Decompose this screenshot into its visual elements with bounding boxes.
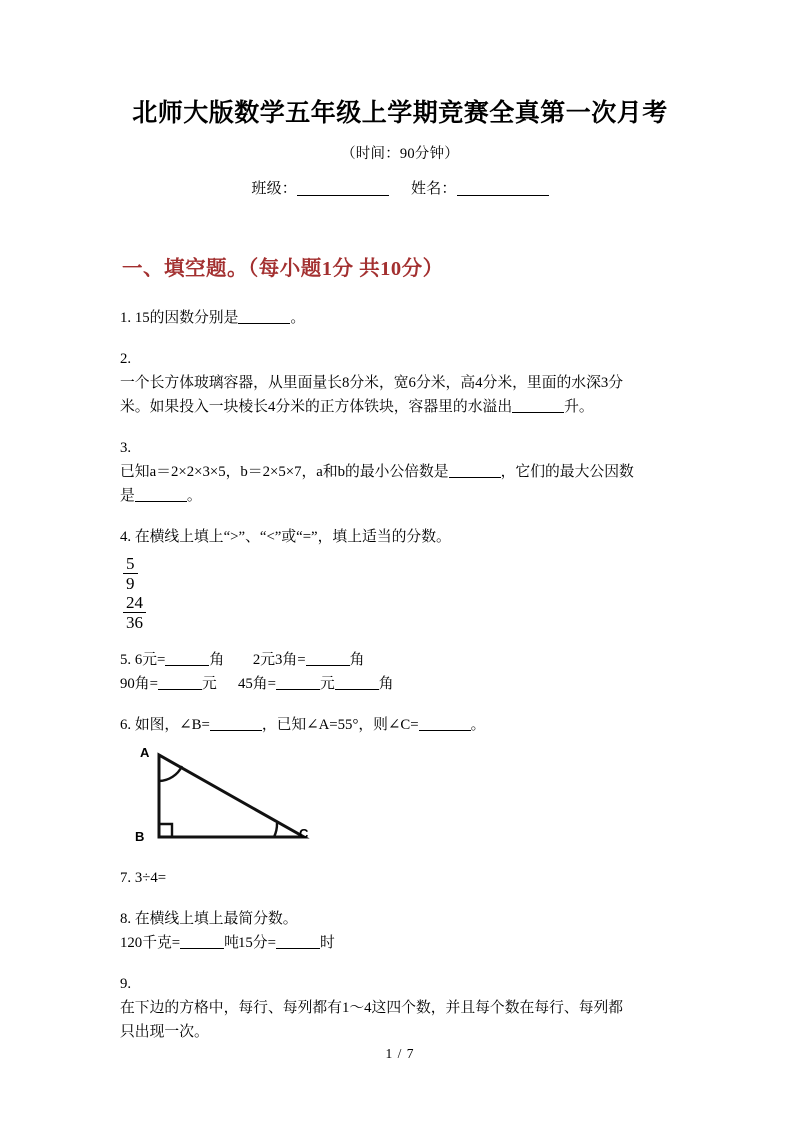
question-2-line-2 [120,396,680,420]
question-8 [120,908,680,973]
fraction-row-2 [123,593,680,632]
page-title: 北师大版数学五年级上学期竞赛全真第一次月考 [132,100,668,127]
question-1-number: 1. [120,310,132,327]
question-8-text: 在横线上填上最简分数。 [134,911,298,927]
question-4-number: 4. [120,529,132,546]
question-8-number: 8. [120,911,132,927]
question-1-text-a: 15的因数分别是 [134,310,239,327]
question-5-text-d: 角 [349,652,365,669]
question-7-number: 7. [120,870,132,887]
angle-arc-at-a [159,766,182,781]
question-5-blank-4[interactable] [276,689,320,690]
question-3-text-b: ，它们的最大公因数 [500,464,634,481]
question-5-cell-1 [135,649,253,673]
question-2 [120,348,680,437]
question-5-cell-3 [120,673,238,697]
question-8-line-2 [120,932,680,956]
question-5-text-f: 元 [201,676,217,693]
question-3 [120,437,680,526]
question-3-text-a: 已知a＝2×2×3×5，b＝2×5×7，a和b的最小公倍数是 [120,464,449,481]
name-label: 姓名： [411,181,457,198]
fraction-5-over-9 [123,554,138,593]
question-3-line-1 [120,461,680,485]
question-5-text-e: 90角= [120,676,158,693]
question-2-text-b: 升。 [564,399,594,416]
question-1-blank[interactable] [238,323,290,324]
question-6-blank-1[interactable] [210,730,262,731]
page-footer: 1 / 7 [385,1046,415,1061]
question-5-row-1 [120,649,680,673]
fraction-1-numerator: 5 [126,554,135,573]
question-4-text: 在横线上填上“>”、“<”或“=”，填上适当的分数。 [134,529,451,546]
question-1-body [120,307,680,331]
question-7-body [120,867,680,891]
question-5-text-b: 角 [209,652,225,669]
question-8-cell-1 [120,932,238,956]
question-2-text-a: 米。如果投入一块棱长4分米的正方体铁块，容器里的水溢出 [120,399,513,416]
question-2-blank[interactable] [512,412,564,413]
question-2-number: 2. [120,351,132,368]
class-label [251,181,297,197]
question-5-cell-2 [253,652,365,668]
question-3-blank-1[interactable] [449,477,501,478]
class-label-text: 班级： [251,181,297,198]
question-5-text-h: 元 [319,676,335,693]
question-9-line-1: 在下边的方格中，每行、每列都有1～4这四个数，并且每个数在每行、每列都 [120,999,624,1016]
question-8-blank-2[interactable] [276,948,320,949]
question-1-text-b: 。 [290,310,306,327]
question-5-text-i: 角 [378,676,394,693]
question-5 [120,649,680,714]
question-6 [120,714,680,867]
exam-duration: （时间：90分钟） [341,146,459,163]
question-6-number: 6. [120,717,132,734]
question-3-text-c: 是 [120,488,135,505]
question-8-text-a: 120千克= [120,934,181,951]
question-5-blank-2[interactable] [306,665,350,666]
question-4 [120,526,680,649]
question-8-text-b: 吨 [224,934,239,951]
fraction-1-denominator: 9 [123,573,138,593]
question-7 [120,867,680,908]
question-5-text-g: 45角= [238,676,276,693]
question-6-text-b: ，已知∠A=55°，则∠C= [261,717,419,734]
question-2-line-1: 一个长方体玻璃容器，从里面量长8分米，宽6分米，高4分米，里面的水深3分 [120,375,624,392]
triangle-svg [126,742,356,850]
question-6-text-c: 。 [470,717,486,734]
question-5-number: 5. [120,652,132,669]
question-5-cell-4 [238,676,394,692]
question-list [120,281,680,1062]
question-8-cell-2 [238,935,335,951]
right-triangle-figure [126,742,356,850]
question-8-line-1 [120,908,680,932]
question-5-text-c: 2元3角= [252,652,306,669]
question-6-text-a: 如图，∠B= [134,717,210,734]
question-8-blank-1[interactable] [180,948,224,949]
fraction-2-denominator: 36 [123,612,146,632]
triangle-vertex-label-b: B [135,829,145,845]
class-blank[interactable] [297,195,389,196]
fraction-24-over-36 [123,593,146,632]
question-4-fractions [120,550,680,632]
question-3-number: 3. [120,440,132,457]
angle-arc-at-c [274,823,277,837]
fraction-row-1 [123,554,680,593]
question-3-text-d: 。 [186,488,202,505]
question-8-text-d: 时 [319,934,335,951]
question-3-blank-2[interactable] [135,501,187,502]
question-5-blank-1[interactable] [165,665,209,666]
section-heading-fill-in-blanks: 一、填空题。（每小题1分 共10分） [122,258,444,281]
question-6-body [120,714,680,738]
question-5-row-2 [120,673,680,697]
triangle-vertex-label-a: A [140,745,150,761]
question-6-blank-2[interactable] [419,730,471,731]
question-5-blank-3[interactable] [158,689,202,690]
question-5-blank-5[interactable] [335,689,379,690]
question-3-line-2 [120,485,680,509]
student-id-line [120,163,680,198]
question-1 [120,307,680,348]
question-9-line-2: 只出现一次。 [120,1023,209,1040]
question-8-text-c: 15分= [238,934,276,951]
fraction-2-numerator: 24 [126,593,143,613]
name-blank[interactable] [457,195,549,196]
right-angle-marker-at-b [159,824,172,837]
question-4-body [120,526,680,550]
question-5-text-a: 6元= [134,652,166,669]
question-7-text: 3÷4= [134,870,167,887]
question-9-number: 9. [120,975,132,992]
triangle-vertex-label-c: C [299,826,309,842]
